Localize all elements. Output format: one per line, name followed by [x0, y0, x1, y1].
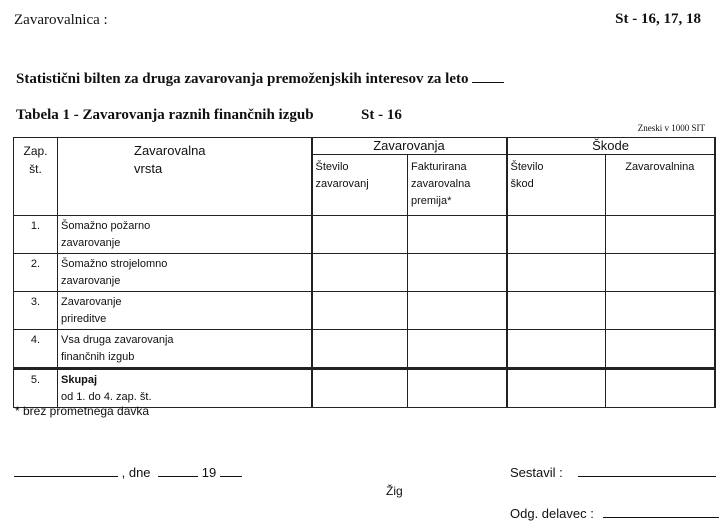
footnote: * brez prometnega davka [15, 404, 150, 418]
total-row-number: 5. [14, 369, 58, 408]
date-line [14, 464, 242, 480]
responsible-line [510, 505, 719, 521]
cell-num-claims[interactable] [507, 330, 606, 369]
col-premium-line2: zavarovalna [411, 178, 471, 190]
year-suffix-blank[interactable] [220, 464, 242, 477]
compiled-by-label: Sestavil : [510, 465, 563, 480]
table-row [14, 292, 715, 330]
cell-num-insurances[interactable] [312, 292, 408, 330]
year-prefix: 19 [201, 465, 217, 480]
col-num-insurances-line1: Število [315, 161, 349, 173]
col-num-claims-header [507, 155, 606, 216]
cell-num-insurances[interactable] [312, 330, 408, 369]
col-num-insurances-line2: zavarovanj [315, 178, 369, 190]
cell-indemnity[interactable] [606, 254, 715, 292]
col-no-header [14, 138, 58, 216]
row-label-line1: Vsa druga zavarovanja [61, 334, 174, 346]
cell-premium[interactable] [408, 216, 507, 254]
total-row-label-line1: Skupaj [61, 374, 98, 386]
cell-num-claims[interactable] [507, 254, 606, 292]
row-label-line1: Zavarovanje [61, 296, 122, 308]
col-no-line1: Zap. [23, 144, 48, 158]
row-number: 3. [14, 292, 58, 330]
row-number: 1. [14, 216, 58, 254]
units-note: Zneski v 1000 SIT [637, 123, 705, 133]
total-cell-num-claims[interactable] [507, 369, 606, 408]
col-num-claims-line1: Število [510, 161, 544, 173]
responsible-label: Odg. delavec : [510, 506, 594, 521]
date-label: , dne [121, 465, 151, 480]
compiled-by-line [510, 464, 716, 480]
col-type-line1: Zavarovalna [134, 143, 206, 158]
cell-num-insurances[interactable] [312, 216, 408, 254]
col-premium-line3: premija* [411, 195, 452, 207]
row-label [58, 254, 312, 292]
total-cell-premium[interactable] [408, 369, 507, 408]
row-label-line2: prireditve [61, 313, 107, 325]
col-type-header [58, 138, 312, 216]
row-label-line2: zavarovanje [61, 237, 121, 249]
insurance-table [13, 137, 716, 408]
total-cell-num-insurances[interactable] [312, 369, 408, 408]
table-row [14, 216, 715, 254]
col-num-insurances-header [312, 155, 408, 216]
place-blank[interactable] [14, 464, 118, 477]
col-type-line2: vrsta [134, 161, 163, 176]
compiled-by-blank[interactable] [578, 464, 716, 477]
col-no-line2: št. [29, 162, 42, 176]
group-claims-header: Škode [507, 138, 715, 155]
row-label-line2: finančnih izgub [61, 351, 135, 363]
total-row-label [58, 369, 312, 408]
row-label-line1: Šomažno požarno [61, 220, 151, 232]
row-label [58, 292, 312, 330]
col-indemnity-header: Zavarovalnina [606, 155, 715, 216]
cell-premium[interactable] [408, 254, 507, 292]
total-row-label-line2: od 1. do 4. zap. št. [61, 391, 152, 403]
year-blank[interactable] [472, 70, 504, 83]
row-label-line1: Šomažno strojelomno [61, 258, 168, 270]
col-premium-header [408, 155, 507, 216]
date-blank[interactable] [158, 464, 198, 477]
row-number: 4. [14, 330, 58, 369]
row-label [58, 216, 312, 254]
total-cell-indemnity[interactable] [606, 369, 715, 408]
bulletin-title-text: Statistični bilten za druga zavarovanja premoženjskih interesov za leto [16, 71, 469, 87]
insurer-label: Zavarovalnica : [14, 12, 108, 28]
form-code: St - 16, 17, 18 [615, 11, 701, 27]
cell-indemnity[interactable] [606, 292, 715, 330]
cell-indemnity[interactable] [606, 216, 715, 254]
cell-num-claims[interactable] [507, 216, 606, 254]
cell-premium[interactable] [408, 292, 507, 330]
group-insurance-header: Zavarovanja [312, 138, 507, 155]
bulletin-title [16, 70, 504, 88]
col-premium-line1: Fakturirana [411, 161, 467, 173]
total-row [14, 369, 715, 408]
cell-premium[interactable] [408, 330, 507, 369]
table-row [14, 254, 715, 292]
seal-label: Žig [386, 484, 403, 498]
table-row [14, 330, 715, 369]
cell-num-claims[interactable] [507, 292, 606, 330]
responsible-blank[interactable] [603, 505, 719, 518]
row-number: 2. [14, 254, 58, 292]
cell-num-insurances[interactable] [312, 254, 408, 292]
table-title: Tabela 1 - Zavarovanja raznih finančnih izgub [16, 107, 314, 123]
table-code: St - 16 [361, 107, 402, 123]
cell-indemnity[interactable] [606, 330, 715, 369]
row-label-line2: zavarovanje [61, 275, 121, 287]
row-label [58, 330, 312, 369]
col-num-claims-line2: škod [510, 178, 534, 190]
